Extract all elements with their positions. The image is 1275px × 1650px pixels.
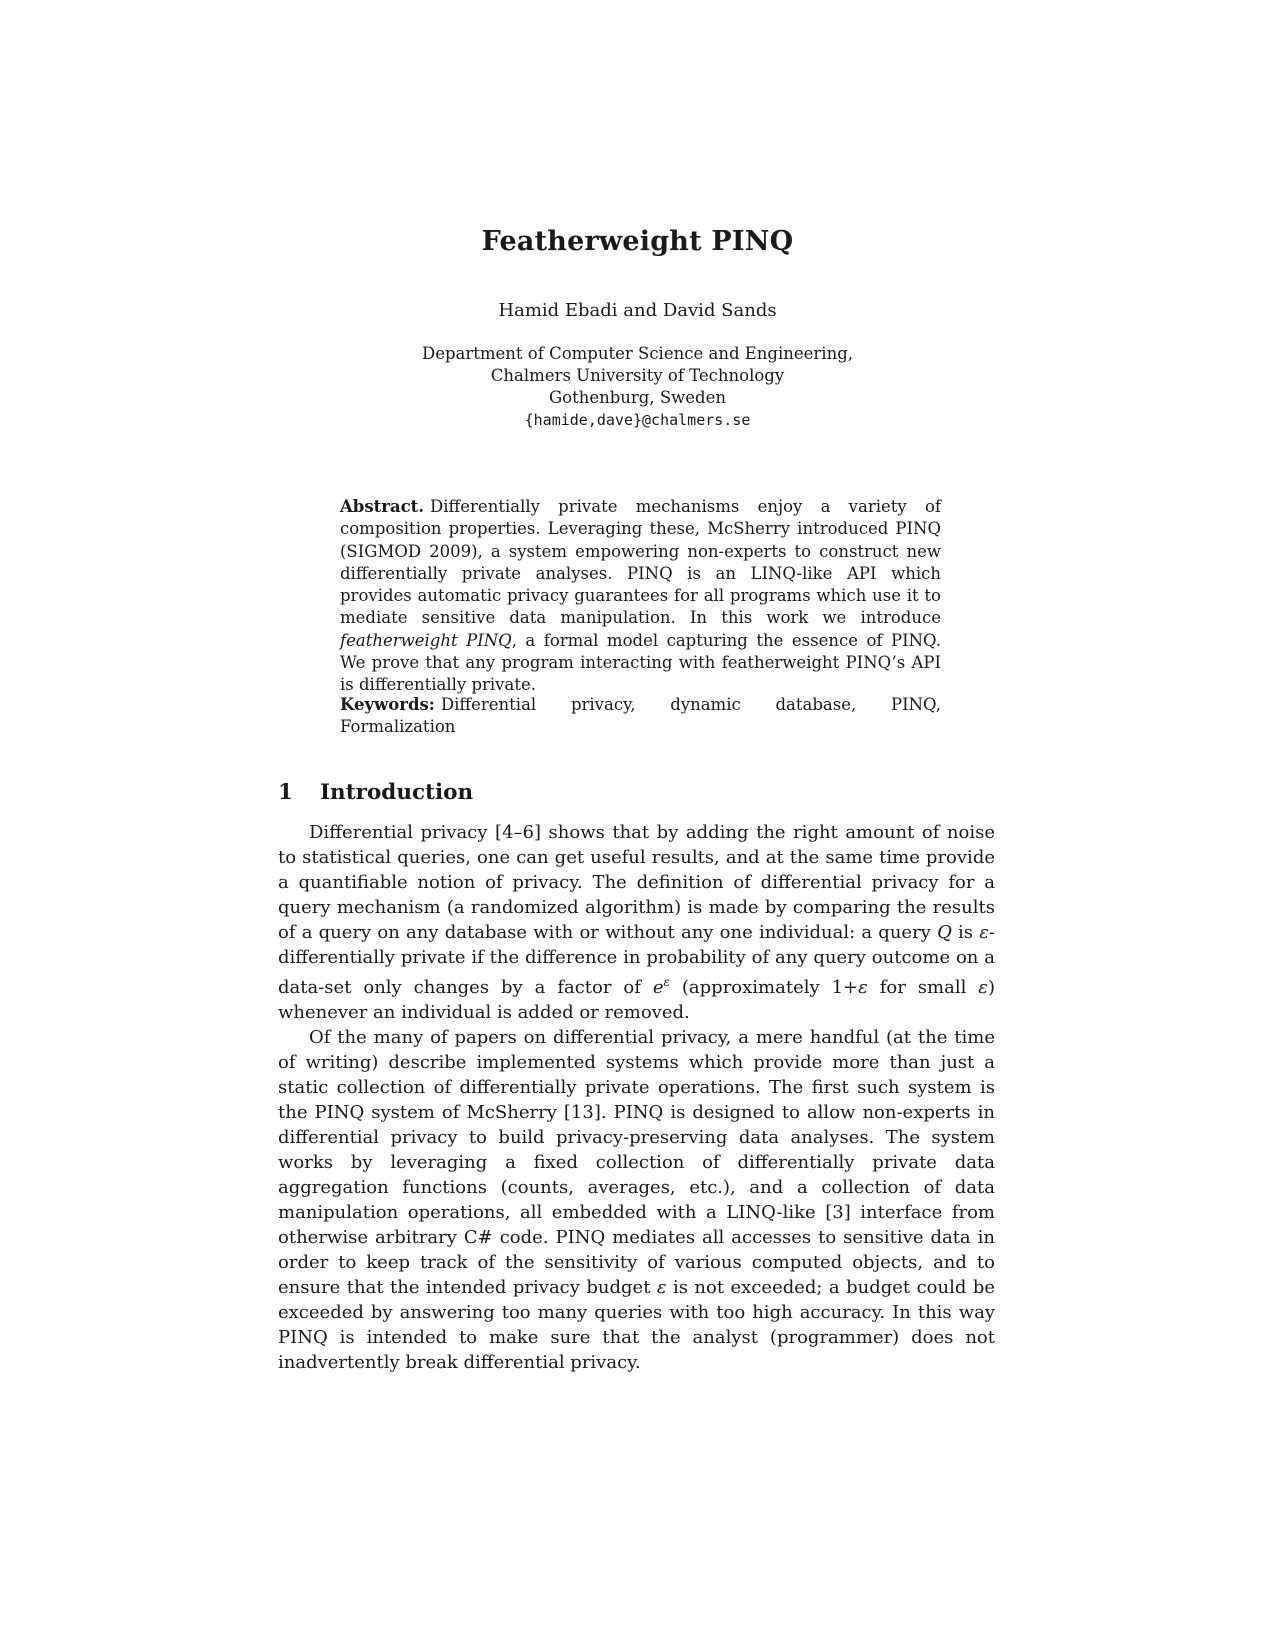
p1-text-3: -differentially private if the difference in probability of any query outcome on a data-set only changes by a factor of	[278, 922, 995, 998]
introduction-body	[278, 820, 995, 1375]
p1-text-6: ) whenever an individual is added or removed.	[278, 977, 995, 1023]
keywords	[340, 694, 941, 739]
p2-text-2: is not exceeded; a budget could be exceeded by answering too many queries with too high accuracy. In this way PINQ is intended to make sure that the analyst (programmer) does not inadvertently break differential privacy.	[278, 1277, 995, 1373]
paragraph-1	[278, 820, 995, 1025]
p1-text-1: Differential privacy [4–6] shows that by adding the right amount of noise to statistical queries, one can get useful results, and at the same time provide a quantifiable notion of privacy. The definition of differential privacy for a query mechanism (a randomized algorithm) is made by comparing the results of a query on any database with or without any one individual: a query	[278, 822, 995, 943]
abstract-label: Abstract.	[340, 497, 425, 516]
math-epsilon: ε	[978, 977, 988, 998]
author-email: {hamide,dave}@chalmers.se	[524, 411, 751, 429]
section-title: Introduction	[320, 780, 474, 805]
abstract-emphasis: featherweight PINQ	[340, 630, 512, 650]
math-e: e	[652, 977, 664, 998]
math-q: Q	[937, 922, 952, 943]
math-epsilon: ε	[656, 1277, 667, 1298]
math-epsilon: ε	[979, 922, 989, 943]
p2-text-1: Of the many of papers on differential privacy, a mere handful (at the time of writing) describe implemented systems which provide more than just a static collection of differentially private operations. The first such system is the PINQ system of McSherry [13]. PINQ is designed to allow non-experts in differential privacy to build privacy-preserving data analyses. The system works by leveraging a fixed collection of differentially private data aggregation functions (counts, averages, etc.), and a collection of data manipulation operations, all embedded with a LINQ-like [3] interface from otherwise arbitrary C# code. PINQ mediates all accesses to sensitive data in order to keep track of the sensitivity of various computed objects, and to ensure that the intended privacy budget	[278, 1027, 995, 1298]
affiliation-university: Chalmers University of Technology	[490, 366, 785, 385]
section-heading-introduction	[278, 780, 473, 805]
keywords-label: Keywords:	[340, 695, 435, 714]
math-epsilon: ε	[858, 977, 868, 998]
paper-title: Featherweight PINQ	[481, 226, 794, 257]
p1-text-2: is	[951, 922, 980, 943]
paragraph-2	[278, 1025, 995, 1375]
abstract-text-after: , a formal model capturing the essence of PINQ. We prove that any program interacting with featherweight PINQ’s API is differentially private.	[340, 630, 941, 695]
p1-text-5: for small	[867, 977, 979, 998]
section-number: 1	[278, 780, 293, 805]
abstract-text-before: Differentially private mechanisms enjoy a variety of composition properties. Leveraging these, McSherry introduced PINQ (SIGMOD 2009), a system empowering non-experts to construct new differentially private analyses. PINQ is an LINQ-like API which provides automatic privacy guarantees for all programs which use it to mediate sensitive data manipulation. In this work we introduce	[340, 497, 941, 628]
abstract	[340, 496, 941, 697]
affiliation-block	[0, 343, 1275, 431]
affiliation-location: Gothenburg, Sweden	[548, 388, 727, 407]
keywords-text: Differential privacy, dynamic database, PINQ, Formalization	[340, 695, 941, 737]
math-epsilon-exponent: ε	[663, 975, 670, 989]
affiliation-department: Department of Computer Science and Engineering,	[421, 344, 854, 363]
p1-text-4: (approximately 1+	[669, 977, 859, 998]
paper-authors: Hamid Ebadi and David Sands	[498, 300, 777, 321]
